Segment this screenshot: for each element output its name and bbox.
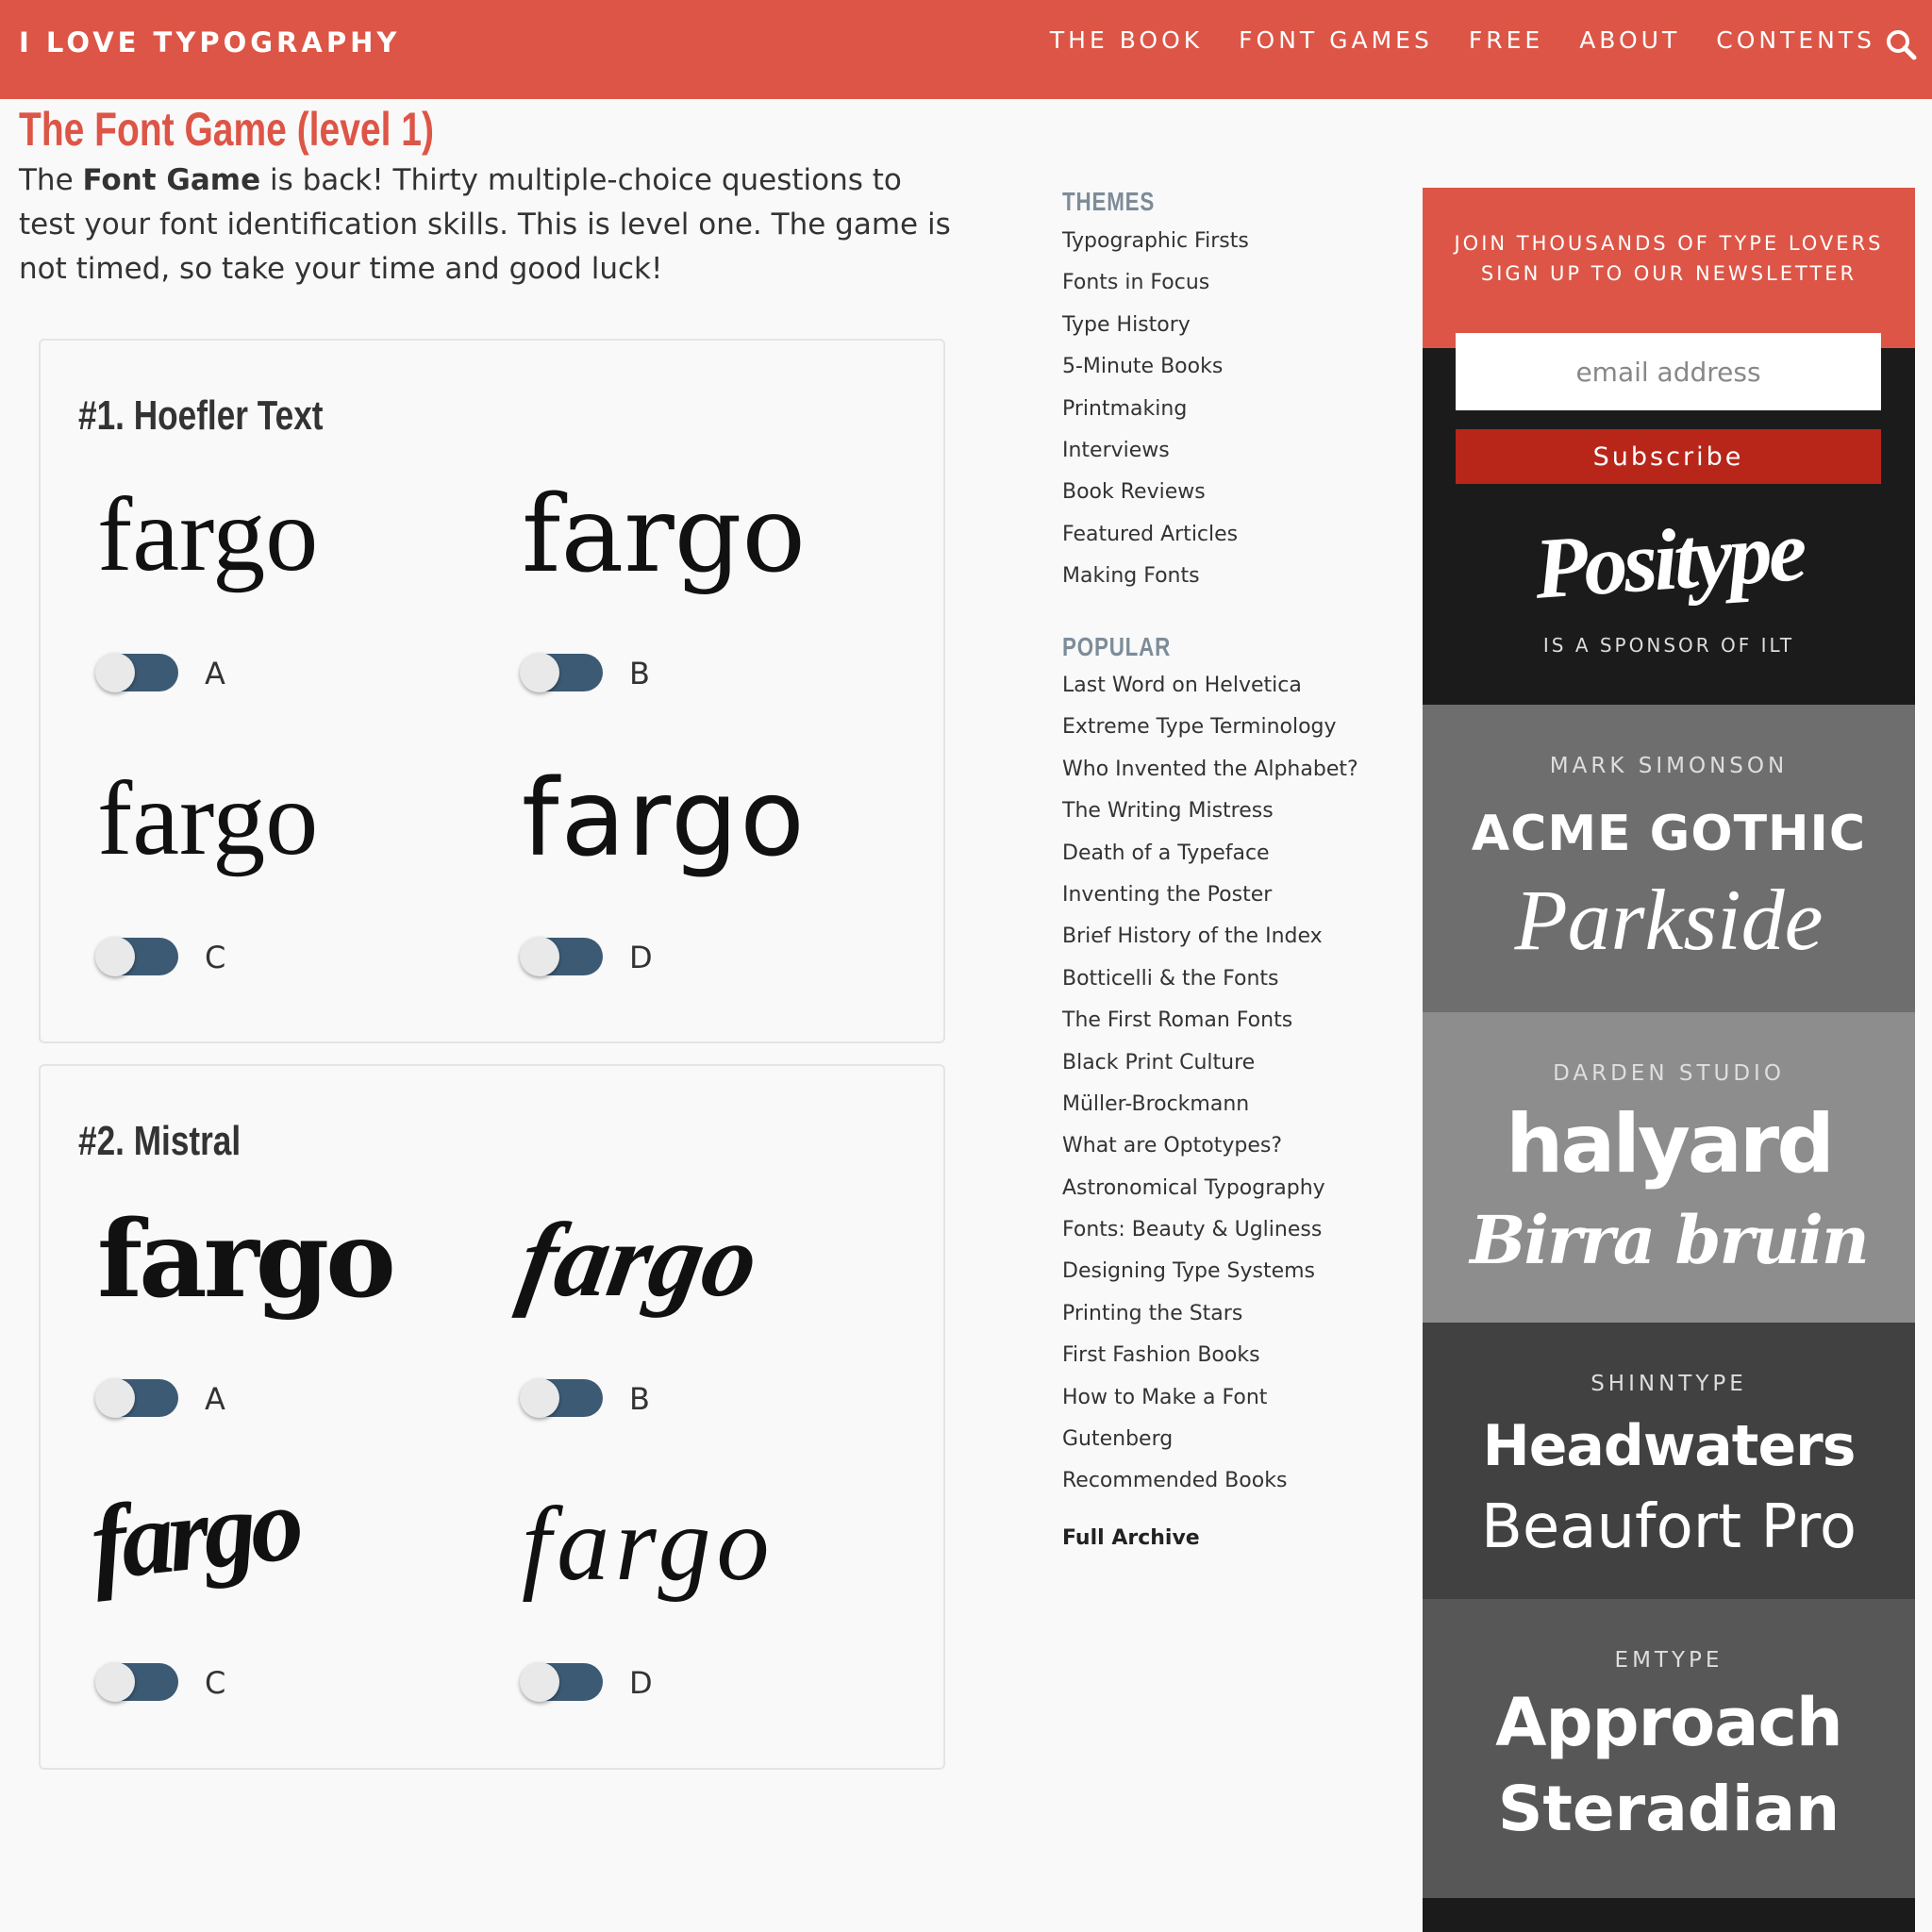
option-label: D bbox=[629, 940, 653, 975]
sidebar-link-popular[interactable]: Last Word on Helvetica bbox=[1062, 674, 1302, 697]
themes-heading: THEMES bbox=[1062, 187, 1156, 216]
sidebar-link-popular[interactable]: Gutenberg bbox=[1062, 1427, 1174, 1452]
ad-font-name: Birra bruin bbox=[1470, 1201, 1868, 1279]
option-toggle-d[interactable] bbox=[522, 1663, 603, 1701]
sidebar-link-popular[interactable]: Brief History of the Index bbox=[1062, 924, 1323, 949]
option-a bbox=[97, 476, 493, 746]
nav-contents[interactable]: CONTENTS bbox=[1716, 26, 1875, 54]
font-sample: fargo bbox=[522, 1486, 775, 1603]
sidebar-link-popular[interactable]: Extreme Type Terminology bbox=[1062, 715, 1337, 740]
ad-foundry: DARDEN STUDIO bbox=[1553, 1061, 1785, 1086]
font-sample: fargo bbox=[522, 474, 806, 596]
sidebar-link-interviews[interactable]: Interviews bbox=[1062, 438, 1170, 462]
ad-font-name: halyard bbox=[1506, 1097, 1832, 1191]
sidebar-link-popular[interactable]: Astronomical Typography bbox=[1062, 1175, 1325, 1200]
sidebar-link-popular[interactable]: Recommended Books bbox=[1062, 1469, 1288, 1493]
font-sample: fargo bbox=[511, 1202, 767, 1319]
ad-shinntype[interactable] bbox=[1423, 1323, 1915, 1599]
font-sample: fargo bbox=[97, 760, 319, 877]
sidebar-link-popular[interactable]: Who Invented the Alphabet? bbox=[1062, 757, 1358, 781]
sidebar-link-popular[interactable]: Designing Type Systems bbox=[1062, 1259, 1315, 1284]
page-title: The Font Game (level 1) bbox=[19, 103, 434, 156]
toggle-knob bbox=[95, 1662, 135, 1702]
option-label: A bbox=[205, 1381, 225, 1417]
option-label: A bbox=[205, 656, 225, 691]
ad-darden-studio[interactable] bbox=[1423, 1012, 1915, 1323]
option-toggle-a[interactable] bbox=[97, 1379, 178, 1417]
sponsor-tagline: IS A SPONSOR OF ILT bbox=[1542, 634, 1795, 657]
newsletter-line-2: SIGN UP TO OUR NEWSLETTER bbox=[1480, 262, 1857, 285]
email-input[interactable] bbox=[1456, 333, 1881, 410]
ad-font-name: Approach bbox=[1495, 1684, 1842, 1761]
sidebar-link-fonts-in-focus[interactable]: Fonts in Focus bbox=[1062, 271, 1210, 295]
nav-font-games[interactable]: FONT GAMES bbox=[1239, 26, 1433, 54]
sidebar-link-popular[interactable]: The First Roman Fonts bbox=[1062, 1008, 1293, 1033]
option-b bbox=[511, 1202, 918, 1472]
toggle-knob bbox=[520, 1662, 559, 1702]
option-toggle-d[interactable] bbox=[522, 938, 603, 975]
newsletter-line-1: JOIN THOUSANDS OF TYPE LOVERS bbox=[1454, 232, 1884, 255]
popular-list bbox=[1062, 665, 1358, 1503]
toggle-knob bbox=[520, 653, 559, 692]
question-card-2 bbox=[39, 1064, 945, 1770]
sidebar-link-typographic-firsts[interactable]: Typographic Firsts bbox=[1062, 229, 1249, 253]
toggle-knob bbox=[95, 1378, 135, 1418]
intro-text-start: The bbox=[19, 163, 83, 197]
option-b bbox=[522, 474, 918, 746]
nav-about[interactable]: ABOUT bbox=[1579, 26, 1681, 54]
sidebar-link-popular[interactable]: Death of a Typeface bbox=[1062, 841, 1270, 865]
toggle-knob bbox=[95, 653, 135, 692]
question-title: #2. Mistral bbox=[78, 1118, 242, 1164]
ad-emtype[interactable] bbox=[1423, 1599, 1915, 1898]
sidebar-link-popular[interactable]: First Fashion Books bbox=[1062, 1343, 1260, 1368]
full-archive-link[interactable]: Full Archive bbox=[1062, 1526, 1200, 1550]
sidebar-link-popular[interactable]: What are Optotypes? bbox=[1062, 1134, 1283, 1158]
sidebar-link-popular[interactable]: Fonts: Beauty & Ugliness bbox=[1062, 1218, 1323, 1242]
option-c bbox=[85, 1464, 493, 1756]
popular-heading: POPULAR bbox=[1062, 632, 1172, 661]
subscribe-button[interactable]: Subscribe bbox=[1456, 429, 1881, 484]
option-c bbox=[97, 760, 493, 1030]
option-a bbox=[97, 1198, 493, 1472]
option-label: C bbox=[205, 1665, 226, 1701]
sidebar-link-popular[interactable]: Printing the Stars bbox=[1062, 1301, 1243, 1325]
ad-foundry: SHINNTYPE bbox=[1591, 1372, 1747, 1396]
toggle-knob bbox=[95, 937, 135, 976]
ad-column bbox=[1423, 0, 1915, 1932]
option-label: D bbox=[629, 1665, 653, 1701]
option-toggle-c[interactable] bbox=[97, 1663, 178, 1701]
ad-mark-simonson[interactable] bbox=[1423, 705, 1915, 1012]
sidebar-link-popular[interactable]: Black Print Culture bbox=[1062, 1050, 1256, 1074]
question-title: #1. Hoefler Text bbox=[78, 392, 324, 439]
font-sample: fargo bbox=[97, 1198, 392, 1322]
sponsor-logo[interactable]: Positype bbox=[1531, 502, 1807, 617]
option-toggle-b[interactable] bbox=[522, 654, 603, 691]
ad-foundry: EMTYPE bbox=[1614, 1648, 1724, 1673]
ad-foundry: MARK SIMONSON bbox=[1549, 754, 1789, 778]
sidebar-link-5-minute-books[interactable]: 5-Minute Books bbox=[1062, 355, 1224, 379]
font-sample: fargo bbox=[97, 476, 319, 593]
toggle-knob bbox=[520, 1378, 559, 1418]
font-sample: fargo bbox=[85, 1464, 304, 1603]
option-label: B bbox=[629, 1381, 650, 1417]
intro-text-end: is back! Thirty multiple-choice questions to test your font identification skills. This is level one. The game is not timed, so take your time and good luck! bbox=[19, 163, 951, 286]
intro-text bbox=[19, 158, 962, 291]
themes-list bbox=[1062, 221, 1249, 598]
sidebar-link-printmaking[interactable]: Printmaking bbox=[1062, 396, 1188, 421]
sidebar-link-making-fonts[interactable]: Making Fonts bbox=[1062, 564, 1200, 589]
ad-font-name: Headwaters bbox=[1482, 1413, 1856, 1479]
ad-font-name: Beaufort Pro bbox=[1480, 1492, 1857, 1562]
option-d bbox=[522, 1486, 918, 1756]
sidebar-link-type-history[interactable]: Type History bbox=[1062, 312, 1191, 337]
intro-text-bold: Font Game bbox=[82, 163, 261, 197]
newsletter-text bbox=[1423, 228, 1915, 289]
option-label: B bbox=[629, 656, 650, 691]
site-logo[interactable]: I LOVE TYPOGRAPHY bbox=[19, 26, 401, 58]
nav-free[interactable]: FREE bbox=[1468, 26, 1544, 54]
ad-font-name: Parkside bbox=[1514, 872, 1824, 968]
sidebar-link-popular[interactable]: The Writing Mistress bbox=[1062, 799, 1274, 824]
newsletter-banner bbox=[1423, 188, 1915, 348]
question-card-1 bbox=[39, 339, 945, 1043]
option-toggle-a[interactable] bbox=[97, 654, 178, 691]
sidebar-link-popular[interactable]: Müller-Brockmann bbox=[1062, 1091, 1250, 1116]
ad-footer-strip bbox=[1423, 1898, 1915, 1932]
sidebar-link-popular[interactable]: Botticelli & the Fonts bbox=[1062, 966, 1279, 991]
option-toggle-c[interactable] bbox=[97, 938, 178, 975]
sidebar-link-popular[interactable]: Inventing the Poster bbox=[1062, 882, 1273, 907]
toggle-knob bbox=[520, 937, 559, 976]
font-sample: fargo bbox=[522, 758, 807, 880]
option-label: C bbox=[205, 940, 226, 975]
nav-the-book[interactable]: THE BOOK bbox=[1049, 26, 1204, 54]
sidebar-link-featured-articles[interactable]: Featured Articles bbox=[1062, 522, 1239, 546]
option-toggle-b[interactable] bbox=[522, 1379, 603, 1417]
option-d bbox=[522, 758, 918, 1030]
sidebar-link-popular[interactable]: How to Make a Font bbox=[1062, 1385, 1268, 1409]
sidebar-link-book-reviews[interactable]: Book Reviews bbox=[1062, 480, 1206, 505]
ad-font-name: Steradian bbox=[1497, 1773, 1840, 1845]
ad-font-name: ACME GOTHIC bbox=[1471, 806, 1867, 862]
